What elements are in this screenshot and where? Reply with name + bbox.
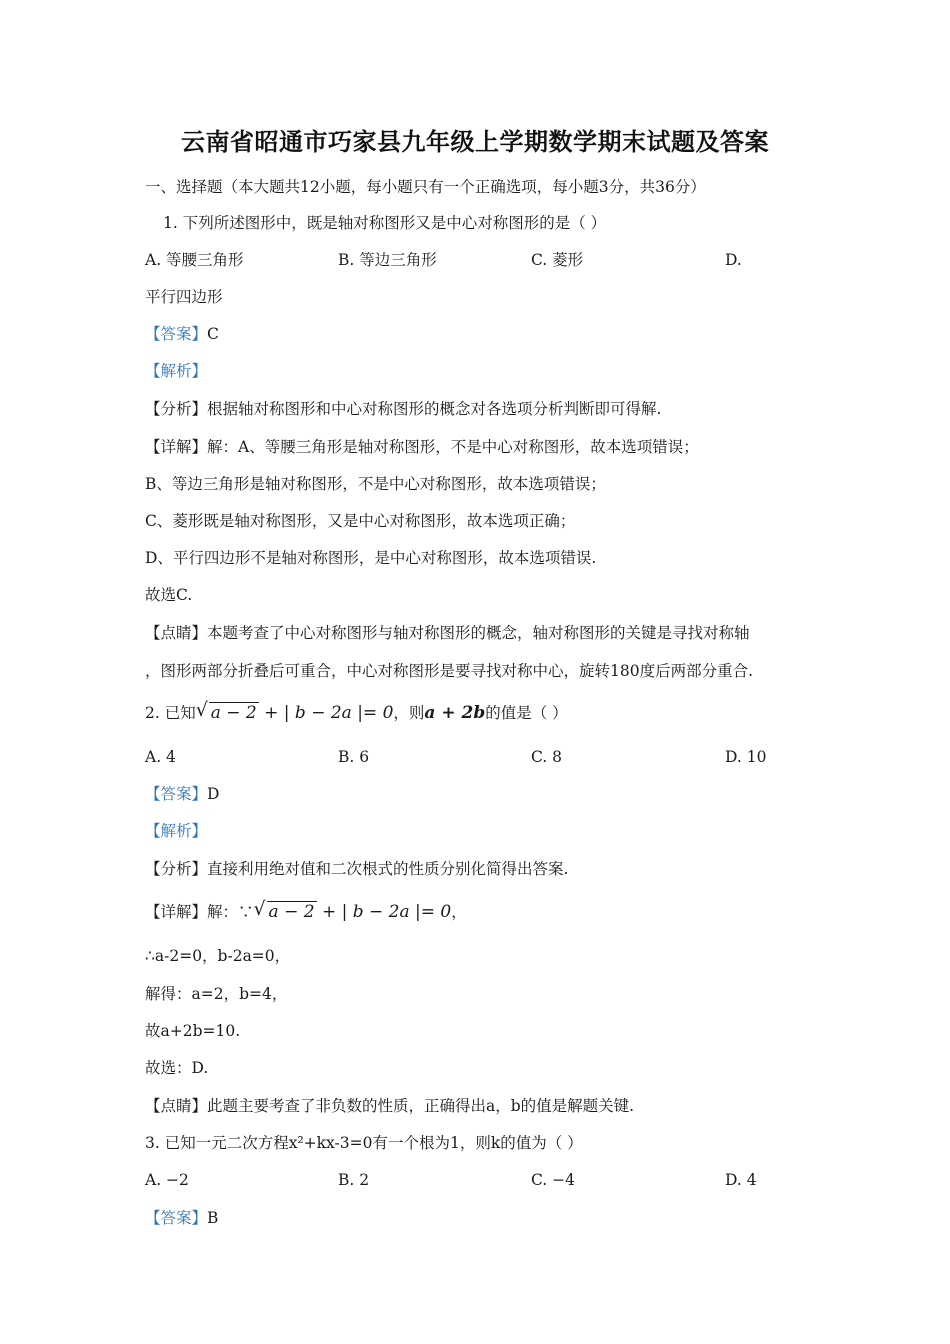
q2-middle: ，则: [393, 704, 425, 722]
q1-option-b: B. 等边三角形: [338, 251, 437, 269]
document-title: 云南省昭通市巧家县九年级上学期数学期末试题及答案: [181, 128, 769, 156]
q2-option-d: D. 10: [725, 748, 767, 766]
question-2-stem: [145, 703, 568, 723]
sqrt-sign: [254, 902, 317, 922]
answer-tag: 【答案】: [145, 325, 208, 343]
q2-comment-text: 此题主要考查了非负数的性质，正确得出a，b的值是解题关键.: [207, 1097, 635, 1115]
q2-option-b: B. 6: [338, 748, 370, 766]
question-3-stem: 3. 已知一元二次方程x²+kx-3=0有一个根为1，则k的值为（ ）: [145, 1134, 583, 1152]
q1-option-d: D.: [725, 251, 742, 269]
q3-option-b: B. 2: [338, 1171, 370, 1189]
q1-detail-line: C、菱形既是轴对称图形，又是中心对称图形，故本选项正确；: [145, 512, 576, 530]
q2-step: 解得：a=2，b=4，: [145, 985, 288, 1003]
q2-radicand: a − 2: [210, 703, 257, 723]
q2-abs-part: + | b − 2a |= 0: [258, 703, 394, 723]
q2-prefix: 2. 已知: [145, 704, 196, 722]
analysis-tag: 【解析】: [145, 362, 208, 380]
q1-option-c: C. 菱形: [531, 251, 584, 269]
q2-radicand: a − 2: [268, 902, 315, 922]
q2-abs-part: + | b − 2a |= 0: [316, 902, 452, 922]
q1-comment-continued: ，图形两部分折叠后可重合，中心对称图形是要寻找对称中心，旋转180度后两部分重合.: [145, 662, 754, 680]
comment-tag: 【点睛】: [145, 624, 208, 642]
q2-step: ∴a-2=0，b-2a=0，: [145, 947, 291, 965]
fenxi-tag: 【分析】: [145, 860, 208, 878]
q1-fenxi-text: 根据轴对称图形和中心对称图形的概念对各选项分析判断即可得解.: [207, 400, 662, 418]
q2-equation: [196, 703, 394, 723]
q2-answer-value: D: [207, 785, 220, 803]
section-heading: 一、选择题（本大题共12小题，每小题只有一个正确选项，每小题3分，共36分）: [145, 178, 706, 196]
q2-detail-suffix: ，: [451, 903, 467, 921]
comment-tag: 【点睛】: [145, 1097, 208, 1115]
q3-option-c: C. −4: [531, 1171, 576, 1189]
q1-answer: [145, 324, 219, 344]
q1-option-a: A. 等腰三角形: [145, 251, 244, 269]
q1-comment-text: 本题考查了中心对称图形与轴对称图形的概念，轴对称图形的关键是寻找对称轴: [207, 624, 750, 642]
analysis-tag: 【解析】: [145, 822, 208, 840]
q2-fenxi: [145, 859, 568, 879]
q2-option-a: A. 4: [145, 748, 176, 766]
q1-option-d-text: 平行四边形: [145, 288, 223, 306]
q1-answer-value: C: [207, 325, 219, 343]
q1-detail-line: D、平行四边形不是轴对称图形，是中心对称图形，故本选项错误.: [145, 549, 597, 567]
q2-detail: [145, 902, 467, 922]
question-1-stem: 1. 下列所述图形中，既是轴对称图形又是中心对称图形的是（ ）: [163, 214, 607, 232]
q3-answer: [145, 1208, 218, 1228]
q1-fenxi: [145, 399, 661, 419]
q3-answer-value: B: [207, 1209, 219, 1227]
q1-analysis-heading: [145, 361, 207, 381]
q2-target: a + 2b: [424, 703, 486, 723]
q2-detail-prefix: 解：∵: [207, 903, 254, 921]
q1-conclusion: 故选C.: [145, 586, 193, 604]
q2-step: 故a+2b=10.: [145, 1022, 241, 1040]
q2-analysis-heading: [145, 821, 207, 841]
fenxi-tag: 【分析】: [145, 400, 208, 418]
q1-detail-line: B、等边三角形是轴对称图形，不是中心对称图形，故本选项错误；: [145, 475, 606, 493]
q1-detail: [145, 437, 699, 457]
q2-option-c: C. 8: [531, 748, 563, 766]
q3-option-d: D. 4: [725, 1171, 757, 1189]
q2-fenxi-text: 直接利用绝对值和二次根式的性质分别化简得出答案.: [207, 860, 569, 878]
q2-comment: [145, 1096, 634, 1116]
q1-detail-first: 解：A、等腰三角形是轴对称图形，不是中心对称图形，故本选项错误；: [207, 438, 699, 456]
q2-detail-equation: [254, 902, 452, 922]
sqrt-sign: [196, 703, 259, 723]
q2-answer: [145, 784, 219, 804]
q2-suffix: 的值是（ ）: [485, 704, 568, 722]
answer-tag: 【答案】: [145, 1209, 208, 1227]
q3-option-a: A. −2: [145, 1171, 189, 1189]
q1-comment: [145, 623, 750, 643]
detail-tag: 【详解】: [145, 903, 208, 921]
answer-tag: 【答案】: [145, 785, 208, 803]
detail-tag: 【详解】: [145, 438, 208, 456]
q2-conclusion: 故选：D.: [145, 1059, 209, 1077]
